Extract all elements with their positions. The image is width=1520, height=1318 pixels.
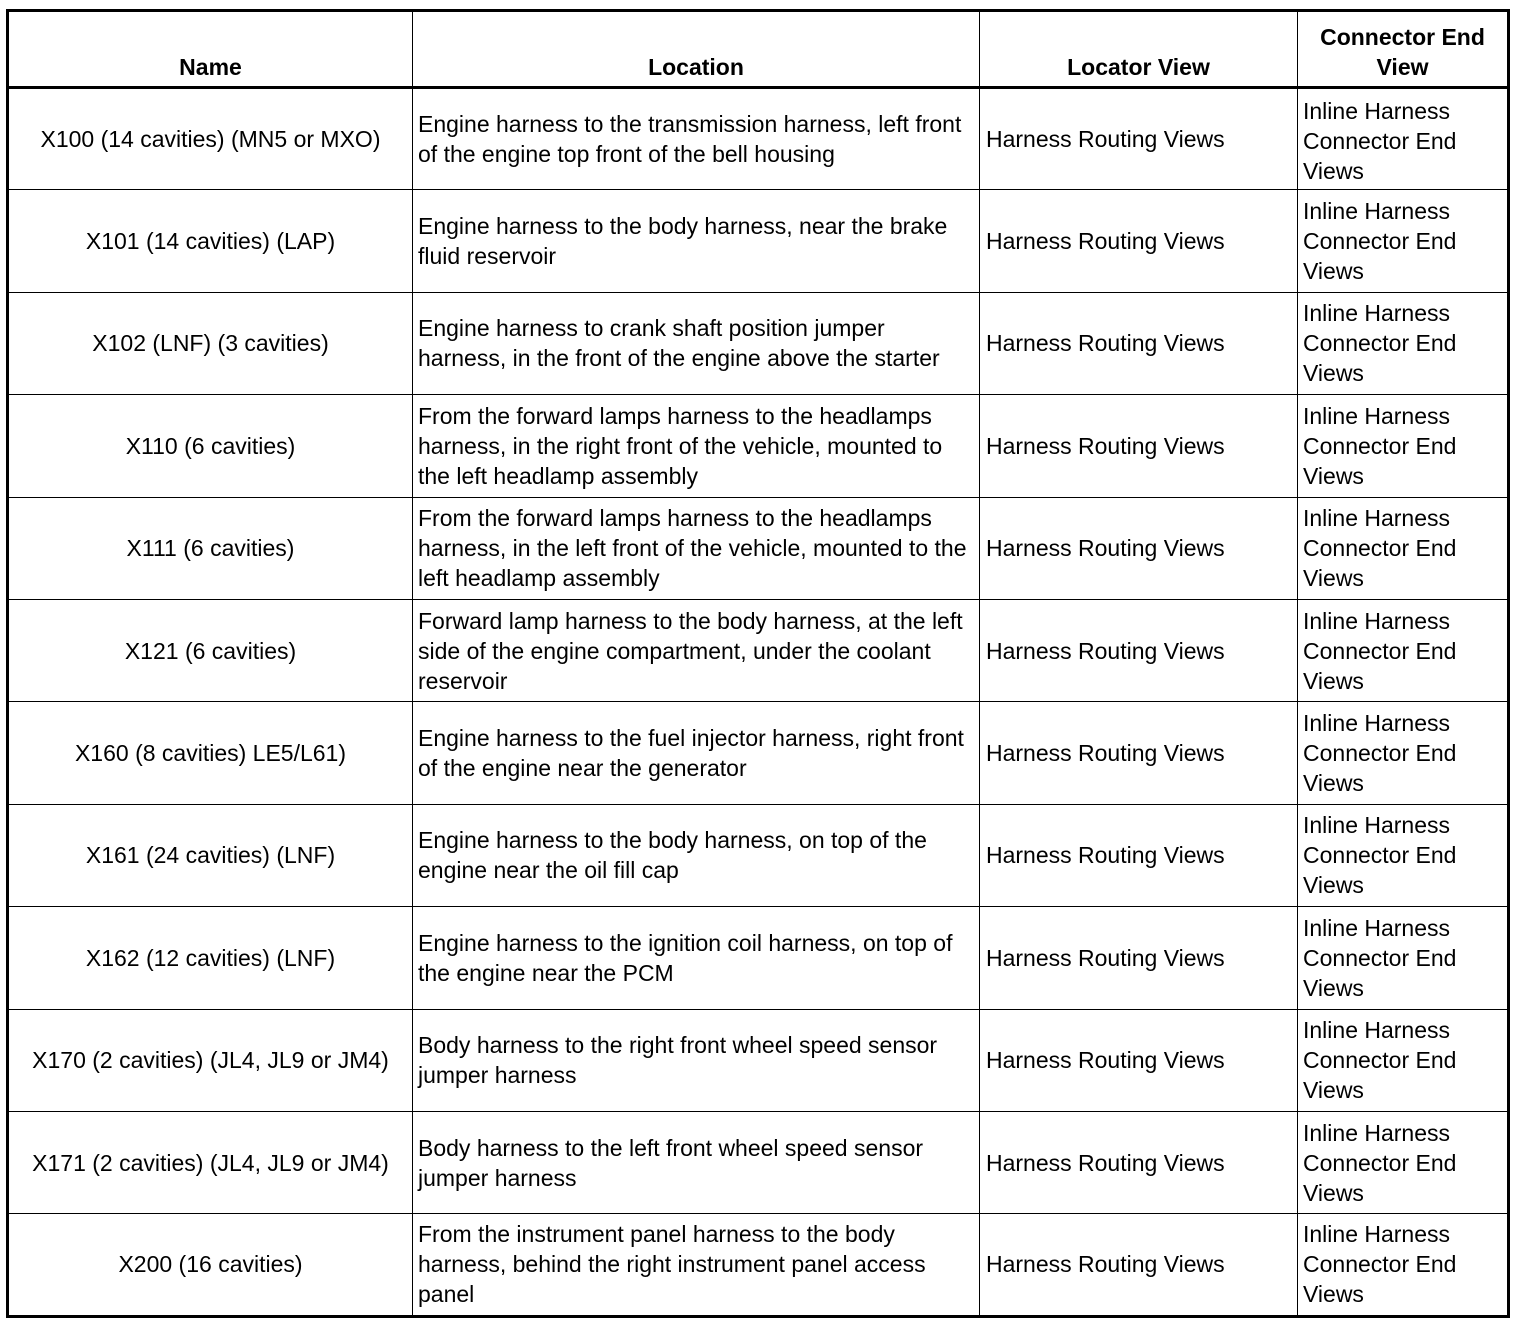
cell-connector-end-view-link[interactable] — [1298, 497, 1509, 599]
cell-location: Engine harness to the ignition coil harness, on top of the engine near the PCM — [413, 907, 980, 1009]
connector-end-view-text[interactable]: Inline Harness Connector End Views — [1303, 1017, 1457, 1104]
table-header — [8, 11, 1509, 88]
cell-locator-view-link[interactable]: Harness Routing Views — [980, 1214, 1298, 1316]
cell-locator-view-link[interactable]: Harness Routing Views — [980, 190, 1298, 292]
header-locator-view: Locator View — [980, 11, 1298, 88]
cell-connector-end-view-link[interactable] — [1298, 88, 1509, 190]
cell-location: From the forward lamps harness to the headlamps harness, in the right front of the vehicle, mounted to the left headlamp assembly — [413, 395, 980, 497]
cell-connector-end-view-link[interactable] — [1298, 804, 1509, 906]
cell-locator-view-link[interactable]: Harness Routing Views — [980, 497, 1298, 599]
cell-location: Body harness to the left front wheel speed sensor jumper harness — [413, 1111, 980, 1213]
table-row — [8, 1214, 1509, 1316]
cell-name: X160 (8 cavities) LE5/L61) — [8, 702, 413, 804]
cell-locator-view-link[interactable]: Harness Routing Views — [980, 702, 1298, 804]
table-row — [8, 702, 1509, 804]
connector-end-view-text[interactable]: Inline Harness Connector End Views — [1303, 505, 1457, 592]
connector-table — [6, 9, 1510, 1318]
cell-locator-view-link[interactable]: Harness Routing Views — [980, 907, 1298, 1009]
cell-location: Engine harness to the body harness, on top of the engine near the oil fill cap — [413, 804, 980, 906]
header-connector-end-view: Connector End View — [1298, 11, 1509, 88]
cell-location: Engine harness to the fuel injector harness, right front of the engine near the generator — [413, 702, 980, 804]
connector-end-view-text[interactable]: Inline Harness Connector End Views — [1303, 710, 1457, 797]
cell-locator-view-link[interactable]: Harness Routing Views — [980, 1111, 1298, 1213]
connector-end-view-text[interactable]: Inline Harness Connector End Views — [1303, 300, 1457, 387]
table-row — [8, 395, 1509, 497]
cell-connector-end-view-link[interactable] — [1298, 1214, 1509, 1316]
table-row — [8, 804, 1509, 906]
cell-name: X100 (14 cavities) (MN5 or MXO) — [8, 88, 413, 190]
table-row — [8, 88, 1509, 190]
table-row — [8, 292, 1509, 394]
connector-end-view-text[interactable]: Inline Harness Connector End Views — [1303, 402, 1457, 489]
cell-name: X111 (6 cavities) — [8, 497, 413, 599]
cell-locator-view-link[interactable]: Harness Routing Views — [980, 395, 1298, 497]
table-row — [8, 1009, 1509, 1111]
cell-connector-end-view-link[interactable] — [1298, 190, 1509, 292]
cell-locator-view-link[interactable]: Harness Routing Views — [980, 88, 1298, 190]
connector-end-view-text[interactable]: Inline Harness Connector End Views — [1303, 1119, 1457, 1206]
cell-name: X101 (14 cavities) (LAP) — [8, 190, 413, 292]
cell-name: X200 (16 cavities) — [8, 1214, 413, 1316]
cell-locator-view-link[interactable]: Harness Routing Views — [980, 292, 1298, 394]
table-row — [8, 599, 1509, 701]
cell-location: Engine harness to the transmission harness, left front of the engine top front of the bell housing — [413, 88, 980, 190]
table-row — [8, 190, 1509, 292]
cell-connector-end-view-link[interactable] — [1298, 599, 1509, 701]
connector-end-view-text[interactable]: Inline Harness Connector End Views — [1303, 607, 1457, 694]
cell-name: X162 (12 cavities) (LNF) — [8, 907, 413, 1009]
cell-name: X170 (2 cavities) (JL4, JL9 or JM4) — [8, 1009, 413, 1111]
cell-name: X161 (24 cavities) (LNF) — [8, 804, 413, 906]
cell-connector-end-view-link[interactable] — [1298, 1009, 1509, 1111]
cell-location: From the instrument panel harness to the body harness, behind the right instrument panel access panel — [413, 1214, 980, 1316]
cell-location: Engine harness to crank shaft position jumper harness, in the front of the engine above the starter — [413, 292, 980, 394]
connector-end-view-text[interactable]: Inline Harness Connector End Views — [1303, 1221, 1457, 1308]
cell-location: From the forward lamps harness to the headlamps harness, in the left front of the vehicle, mounted to the left headlamp assembly — [413, 497, 980, 599]
cell-location: Forward lamp harness to the body harness, at the left side of the engine compartment, under the coolant reservoir — [413, 599, 980, 701]
cell-name: X121 (6 cavities) — [8, 599, 413, 701]
cell-location: Body harness to the right front wheel speed sensor jumper harness — [413, 1009, 980, 1111]
cell-location: Engine harness to the body harness, near the brake fluid reservoir — [413, 190, 980, 292]
connector-end-view-text[interactable]: Inline Harness Connector End Views — [1303, 198, 1457, 285]
cell-name: X102 (LNF) (3 cavities) — [8, 292, 413, 394]
cell-connector-end-view-link[interactable] — [1298, 292, 1509, 394]
cell-locator-view-link[interactable]: Harness Routing Views — [980, 804, 1298, 906]
connector-end-view-text[interactable]: Inline Harness Connector End Views — [1303, 812, 1457, 899]
connector-end-view-text[interactable]: Inline Harness Connector End Views — [1303, 98, 1457, 185]
cell-locator-view-link[interactable]: Harness Routing Views — [980, 599, 1298, 701]
header-name: Name — [8, 11, 413, 88]
table-row — [8, 907, 1509, 1009]
table-row — [8, 497, 1509, 599]
cell-name: X171 (2 cavities) (JL4, JL9 or JM4) — [8, 1111, 413, 1213]
cell-connector-end-view-link[interactable] — [1298, 907, 1509, 1009]
cell-connector-end-view-link[interactable] — [1298, 702, 1509, 804]
cell-connector-end-view-link[interactable] — [1298, 1111, 1509, 1213]
connector-end-view-text[interactable]: Inline Harness Connector End Views — [1303, 914, 1457, 1001]
cell-connector-end-view-link[interactable] — [1298, 395, 1509, 497]
table-body — [8, 88, 1509, 1317]
cell-name: X110 (6 cavities) — [8, 395, 413, 497]
header-location: Location — [413, 11, 980, 88]
table-row — [8, 1111, 1509, 1213]
cell-locator-view-link[interactable]: Harness Routing Views — [980, 1009, 1298, 1111]
